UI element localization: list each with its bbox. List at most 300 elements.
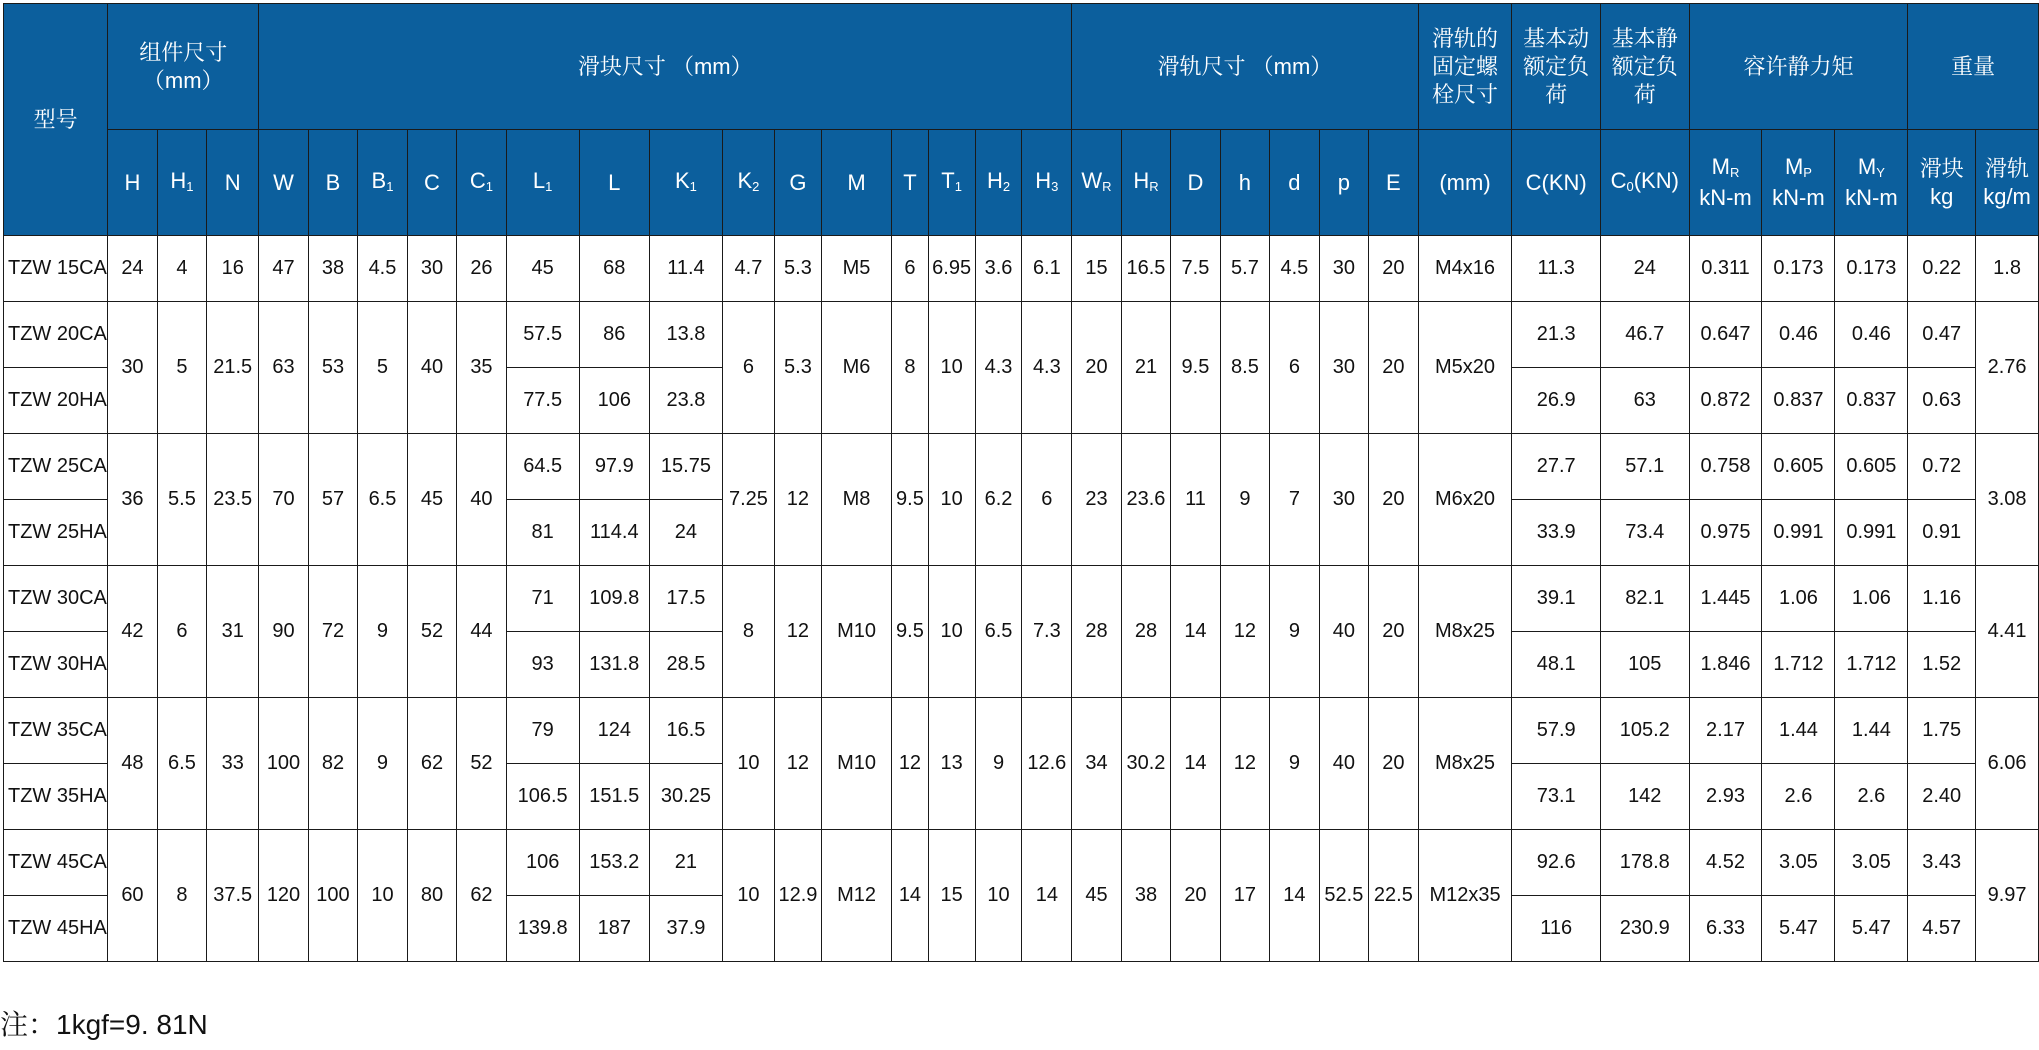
cell-cdyn: 26.9 [1512, 368, 1601, 434]
cell-cdyn: 39.1 [1512, 566, 1601, 632]
cell-mr: 0.758 [1689, 434, 1762, 500]
cell-c: 52 [407, 566, 456, 698]
cell-l1: 71 [506, 566, 579, 632]
cell-c0: 63 [1600, 368, 1689, 434]
column-header [928, 130, 975, 236]
cell-mr: 0.872 [1689, 368, 1762, 434]
column-header-main: T [941, 168, 955, 193]
cell-my: 3.05 [1835, 830, 1908, 896]
cell-cdyn: 73.1 [1512, 764, 1601, 830]
cell-h: 9 [1220, 434, 1269, 566]
cell-c0: 73.4 [1600, 500, 1689, 566]
cell-c0: 105.2 [1600, 698, 1689, 764]
column-header [579, 130, 649, 236]
cell-h: 60 [108, 830, 157, 962]
cell-b1: 6.5 [358, 434, 407, 566]
spec-table-body [4, 236, 2039, 962]
cell-h1: 6.5 [157, 698, 206, 830]
cell-b1: 9 [358, 698, 407, 830]
header-model: 型号 [4, 4, 108, 236]
cell-mp: 3.05 [1762, 830, 1835, 896]
cell-mr: 0.975 [1689, 500, 1762, 566]
cell-k1: 24 [649, 500, 722, 566]
cell-h2: 3.6 [975, 236, 1022, 302]
column-header-subscript: 3 [1051, 179, 1059, 194]
column-header-main: H [124, 169, 141, 195]
header-static-load: 基本静额定负荷 [1600, 4, 1689, 130]
cell-e: 20 [1369, 236, 1418, 302]
column-header-subscript: 1 [186, 179, 194, 194]
cell-c: 30 [407, 236, 456, 302]
cell-b: 38 [308, 236, 357, 302]
cell-d: 9.5 [1171, 302, 1220, 434]
cell-h1: 5.5 [157, 434, 206, 566]
cell-t1: 13 [928, 698, 975, 830]
cell-mp: 0.837 [1762, 368, 1835, 434]
cell-k1: 13.8 [649, 302, 722, 368]
cell-l1: 77.5 [506, 368, 579, 434]
header-assembly [108, 4, 259, 130]
cell-l: 86 [579, 302, 649, 368]
cell-c: 40 [407, 302, 456, 434]
cell-k1: 37.9 [649, 896, 722, 962]
cell-hr: 30.2 [1121, 698, 1170, 830]
column-header-main: H [1035, 168, 1052, 193]
column-header-main: C [1610, 168, 1627, 193]
cell-block-weight: 3.43 [1908, 830, 1976, 896]
linear-guide-spec-table [3, 3, 2039, 962]
cell-w: 90 [259, 566, 308, 698]
column-header-main: K [674, 168, 690, 193]
cell-rail-weight: 3.08 [1976, 434, 2039, 566]
cell-h2: 4.3 [975, 302, 1022, 434]
column-header-main: B [371, 168, 387, 193]
cell-mr: 6.33 [1689, 896, 1762, 962]
cell-b: 100 [308, 830, 357, 962]
column-header-subscript: P [1803, 165, 1812, 180]
cell-h1: 8 [157, 830, 206, 962]
cell-m: M5 [821, 236, 891, 302]
cell-d: 14 [1270, 830, 1319, 962]
cell-k1: 23.8 [649, 368, 722, 434]
cell-p: 52.5 [1319, 830, 1368, 962]
table-row [4, 434, 2039, 500]
column-header-main: G [789, 169, 807, 195]
cell-m: M8 [821, 434, 891, 566]
cell-c0: 142 [1600, 764, 1689, 830]
cell-my: 5.47 [1835, 896, 1908, 962]
column-header-main: (mm) [1439, 169, 1491, 195]
cell-c0: 24 [1600, 236, 1689, 302]
cell-g: 12 [774, 698, 821, 830]
cell-mr: 2.17 [1689, 698, 1762, 764]
cell-c0: 178.8 [1600, 830, 1689, 896]
column-header-main: D [1187, 169, 1204, 195]
cell-k2: 10 [722, 830, 774, 962]
column-header [157, 130, 206, 236]
cell-cdyn: 57.9 [1512, 698, 1601, 764]
cell-k1: 17.5 [649, 566, 722, 632]
cell-c1: 26 [457, 236, 506, 302]
column-header [1369, 130, 1418, 236]
cell-l1: 106 [506, 830, 579, 896]
cell-h2: 6.2 [975, 434, 1022, 566]
column-header-subscript: R [1102, 179, 1112, 194]
column-header-unit: kN-m [1699, 185, 1752, 210]
column-header [1171, 130, 1220, 236]
cell-bolt: M8x25 [1418, 698, 1512, 830]
cell-d: 11 [1171, 434, 1220, 566]
cell-t1: 10 [928, 434, 975, 566]
cell-cdyn: 27.7 [1512, 434, 1601, 500]
cell-t: 6 [892, 236, 928, 302]
column-header-main: H [170, 168, 187, 193]
column-header-unit: kg/m [1983, 183, 2031, 209]
cell-n: 31 [207, 566, 259, 698]
cell-mp: 1.712 [1762, 632, 1835, 698]
cell-cdyn: 21.3 [1512, 302, 1601, 368]
cell-cdyn: 92.6 [1512, 830, 1601, 896]
cell-l: 153.2 [579, 830, 649, 896]
cell-wr: 34 [1072, 698, 1121, 830]
cell-n: 37.5 [207, 830, 259, 962]
header-row-columns [4, 130, 2039, 236]
column-header [1689, 130, 1762, 236]
cell-bolt: M6x20 [1418, 434, 1512, 566]
cell-g: 12 [774, 434, 821, 566]
column-header-main: N [224, 169, 241, 195]
cell-h1: 4 [157, 236, 206, 302]
cell-c0: 82.1 [1600, 566, 1689, 632]
cell-e: 20 [1369, 566, 1418, 698]
cell-mp: 5.47 [1762, 896, 1835, 962]
cell-l1: 81 [506, 500, 579, 566]
cell-h1: 6 [157, 566, 206, 698]
cell-h: 42 [108, 566, 157, 698]
column-header [1512, 130, 1601, 236]
cell-mr: 0.311 [1689, 236, 1762, 302]
column-header-main: H [1133, 168, 1150, 193]
cell-d: 9 [1270, 698, 1319, 830]
header-rail: 滑轨尺寸 （mm） [1072, 4, 1418, 130]
cell-model: TZW 20CA [4, 302, 108, 368]
cell-block-weight: 0.22 [1908, 236, 1976, 302]
cell-k2: 8 [722, 566, 774, 698]
cell-block-weight: 1.75 [1908, 698, 1976, 764]
cell-l1: 45 [506, 236, 579, 302]
column-header [358, 130, 407, 236]
cell-b1: 4.5 [358, 236, 407, 302]
column-header [1600, 130, 1689, 236]
column-header [308, 130, 357, 236]
cell-block-weight: 0.63 [1908, 368, 1976, 434]
cell-k2: 7.25 [722, 434, 774, 566]
column-header [407, 130, 456, 236]
cell-model: TZW 35HA [4, 764, 108, 830]
cell-cdyn: 116 [1512, 896, 1601, 962]
column-header-main: p [1337, 169, 1351, 195]
column-header [259, 130, 308, 236]
cell-t1: 10 [928, 566, 975, 698]
cell-mr: 0.647 [1689, 302, 1762, 368]
cell-l1: 139.8 [506, 896, 579, 962]
cell-d: 7 [1270, 434, 1319, 566]
header-row-groups [4, 4, 2039, 130]
cell-k2: 6 [722, 302, 774, 434]
cell-h: 24 [108, 236, 157, 302]
cell-c1: 35 [457, 302, 506, 434]
column-header [649, 130, 722, 236]
cell-my: 1.44 [1835, 698, 1908, 764]
cell-model: TZW 30HA [4, 632, 108, 698]
cell-k1: 30.25 [649, 764, 722, 830]
table-row [4, 698, 2039, 764]
column-header-main: C(KN) [1525, 169, 1587, 195]
cell-h: 5.7 [1220, 236, 1269, 302]
column-header [821, 130, 891, 236]
cell-rail-weight: 4.41 [1976, 566, 2039, 698]
cell-l: 114.4 [579, 500, 649, 566]
column-header [1319, 130, 1368, 236]
cell-hr: 28 [1121, 566, 1170, 698]
column-header-subscript: 2 [752, 179, 760, 194]
cell-h3: 4.3 [1022, 302, 1072, 434]
cell-c: 80 [407, 830, 456, 962]
header-weight: 重量 [1908, 4, 2039, 130]
cell-block-weight: 1.52 [1908, 632, 1976, 698]
cell-model: TZW 15CA [4, 236, 108, 302]
cell-model: TZW 25HA [4, 500, 108, 566]
cell-c1: 40 [457, 434, 506, 566]
cell-h3: 6.1 [1022, 236, 1072, 302]
cell-my: 0.837 [1835, 368, 1908, 434]
cell-l: 124 [579, 698, 649, 764]
cell-t: 9.5 [892, 566, 928, 698]
column-header-subscript: 1 [485, 179, 493, 194]
column-header [506, 130, 579, 236]
cell-w: 63 [259, 302, 308, 434]
column-header-unit: (KN) [1633, 168, 1679, 193]
column-header [108, 130, 157, 236]
cell-mp: 2.6 [1762, 764, 1835, 830]
column-header [1121, 130, 1170, 236]
column-header-main: E [1386, 169, 1401, 195]
column-header [1908, 130, 1976, 236]
header-moment: 容许静力矩 [1689, 4, 1908, 130]
cell-l1: 106.5 [506, 764, 579, 830]
cell-g: 12.9 [774, 830, 821, 962]
cell-my: 0.173 [1835, 236, 1908, 302]
cell-l1: 93 [506, 632, 579, 698]
cell-wr: 15 [1072, 236, 1121, 302]
column-header-main: H [986, 168, 1003, 193]
footnote: 注：1kgf=9. 81N [0, 1009, 208, 1040]
cell-d: 7.5 [1171, 236, 1220, 302]
cell-block-weight: 1.16 [1908, 566, 1976, 632]
cell-e: 20 [1369, 698, 1418, 830]
cell-d: 20 [1171, 830, 1220, 962]
cell-rail-weight: 6.06 [1976, 698, 2039, 830]
cell-l: 68 [579, 236, 649, 302]
cell-h: 48 [108, 698, 157, 830]
cell-g: 5.3 [774, 236, 821, 302]
cell-block-weight: 0.91 [1908, 500, 1976, 566]
cell-h2: 6.5 [975, 566, 1022, 698]
cell-my: 0.46 [1835, 302, 1908, 368]
cell-h3: 7.3 [1022, 566, 1072, 698]
cell-d: 9 [1270, 566, 1319, 698]
cell-wr: 28 [1072, 566, 1121, 698]
column-header-main: C [469, 168, 486, 193]
column-header-main: M [847, 169, 866, 195]
cell-rail-weight: 2.76 [1976, 302, 2039, 434]
cell-t: 8 [892, 302, 928, 434]
column-header-main: M [1711, 154, 1730, 179]
cell-cdyn: 33.9 [1512, 500, 1601, 566]
cell-h3: 12.6 [1022, 698, 1072, 830]
column-header-subscript: R [1729, 165, 1740, 180]
column-header [207, 130, 259, 236]
spec-table-wrapper [3, 3, 2039, 962]
cell-c: 45 [407, 434, 456, 566]
cell-t: 9.5 [892, 434, 928, 566]
header-assembly-label: 组件尺寸 [139, 39, 228, 65]
cell-mr: 1.846 [1689, 632, 1762, 698]
column-header [722, 130, 774, 236]
cell-bolt: M5x20 [1418, 302, 1512, 434]
column-header-main: B [325, 169, 341, 195]
cell-t1: 10 [928, 302, 975, 434]
cell-k1: 28.5 [649, 632, 722, 698]
cell-model: TZW 20HA [4, 368, 108, 434]
cell-mr: 2.93 [1689, 764, 1762, 830]
cell-model: TZW 25CA [4, 434, 108, 500]
cell-b: 82 [308, 698, 357, 830]
column-header-subscript: 2 [1002, 179, 1011, 194]
cell-block-weight: 0.47 [1908, 302, 1976, 368]
cell-rail-weight: 9.97 [1976, 830, 2039, 962]
cell-h: 8.5 [1220, 302, 1269, 434]
column-header-main: L [532, 168, 546, 193]
cell-e: 20 [1369, 302, 1418, 434]
cell-my: 1.712 [1835, 632, 1908, 698]
column-header-main: 滑轨 [1985, 155, 2030, 181]
cell-c0: 46.7 [1600, 302, 1689, 368]
cell-t1: 6.95 [928, 236, 975, 302]
cell-p: 40 [1319, 566, 1368, 698]
cell-l1: 79 [506, 698, 579, 764]
column-header-main: 滑块 [1919, 155, 1964, 181]
cell-mp: 1.06 [1762, 566, 1835, 632]
cell-h: 30 [108, 302, 157, 434]
cell-wr: 20 [1072, 302, 1121, 434]
cell-k2: 10 [722, 698, 774, 830]
column-header [1835, 130, 1908, 236]
cell-g: 12 [774, 566, 821, 698]
cell-m: M10 [821, 698, 891, 830]
cell-hr: 21 [1121, 302, 1170, 434]
cell-my: 1.06 [1835, 566, 1908, 632]
cell-p: 40 [1319, 698, 1368, 830]
cell-mp: 0.605 [1762, 434, 1835, 500]
cell-b1: 9 [358, 566, 407, 698]
cell-my: 2.6 [1835, 764, 1908, 830]
cell-w: 100 [259, 698, 308, 830]
cell-mr: 4.52 [1689, 830, 1762, 896]
cell-wr: 23 [1072, 434, 1121, 566]
column-header-subscript: 1 [386, 179, 394, 194]
cell-c0: 105 [1600, 632, 1689, 698]
cell-b: 53 [308, 302, 357, 434]
cell-t1: 15 [928, 830, 975, 962]
cell-l: 109.8 [579, 566, 649, 632]
cell-b1: 5 [358, 302, 407, 434]
cell-cdyn: 48.1 [1512, 632, 1601, 698]
cell-e: 20 [1369, 434, 1418, 566]
table-row [4, 566, 2039, 632]
cell-k1: 16.5 [649, 698, 722, 764]
cell-l: 131.8 [579, 632, 649, 698]
cell-h: 17 [1220, 830, 1269, 962]
cell-my: 0.605 [1835, 434, 1908, 500]
cell-l1: 64.5 [506, 434, 579, 500]
cell-d: 14 [1171, 566, 1220, 698]
cell-p: 30 [1319, 236, 1368, 302]
cell-bolt: M4x16 [1418, 236, 1512, 302]
cell-l: 187 [579, 896, 649, 962]
cell-model: TZW 45HA [4, 896, 108, 962]
cell-my: 0.991 [1835, 500, 1908, 566]
column-header [1418, 130, 1512, 236]
column-header [457, 130, 506, 236]
column-header [1072, 130, 1121, 236]
column-header [1220, 130, 1269, 236]
cell-n: 16 [207, 236, 259, 302]
cell-l: 106 [579, 368, 649, 434]
cell-mp: 0.173 [1762, 236, 1835, 302]
cell-h: 36 [108, 434, 157, 566]
cell-l1: 57.5 [506, 302, 579, 368]
cell-m: M10 [821, 566, 891, 698]
table-row [4, 830, 2039, 896]
table-row [4, 302, 2039, 368]
column-header-main: d [1288, 169, 1301, 195]
column-header-subscript: 1 [954, 179, 962, 194]
cell-c0: 57.1 [1600, 434, 1689, 500]
cell-c1: 44 [457, 566, 506, 698]
column-header [1270, 130, 1319, 236]
cell-rail-weight: 1.8 [1976, 236, 2039, 302]
header-assembly-unit: （mm） [142, 67, 224, 93]
column-header-main: L [608, 169, 621, 195]
cell-l: 97.9 [579, 434, 649, 500]
column-header [892, 130, 928, 236]
cell-b1: 10 [358, 830, 407, 962]
cell-c1: 52 [457, 698, 506, 830]
cell-m: M6 [821, 302, 891, 434]
cell-block-weight: 0.72 [1908, 434, 1976, 500]
cell-h3: 6 [1022, 434, 1072, 566]
cell-n: 33 [207, 698, 259, 830]
cell-m: M12 [821, 830, 891, 962]
column-header-unit: kN-m [1772, 185, 1825, 210]
cell-h1: 5 [157, 302, 206, 434]
cell-d: 14 [1171, 698, 1220, 830]
cell-h: 12 [1220, 698, 1269, 830]
table-row [4, 236, 2039, 302]
cell-mp: 0.46 [1762, 302, 1835, 368]
cell-n: 21.5 [207, 302, 259, 434]
